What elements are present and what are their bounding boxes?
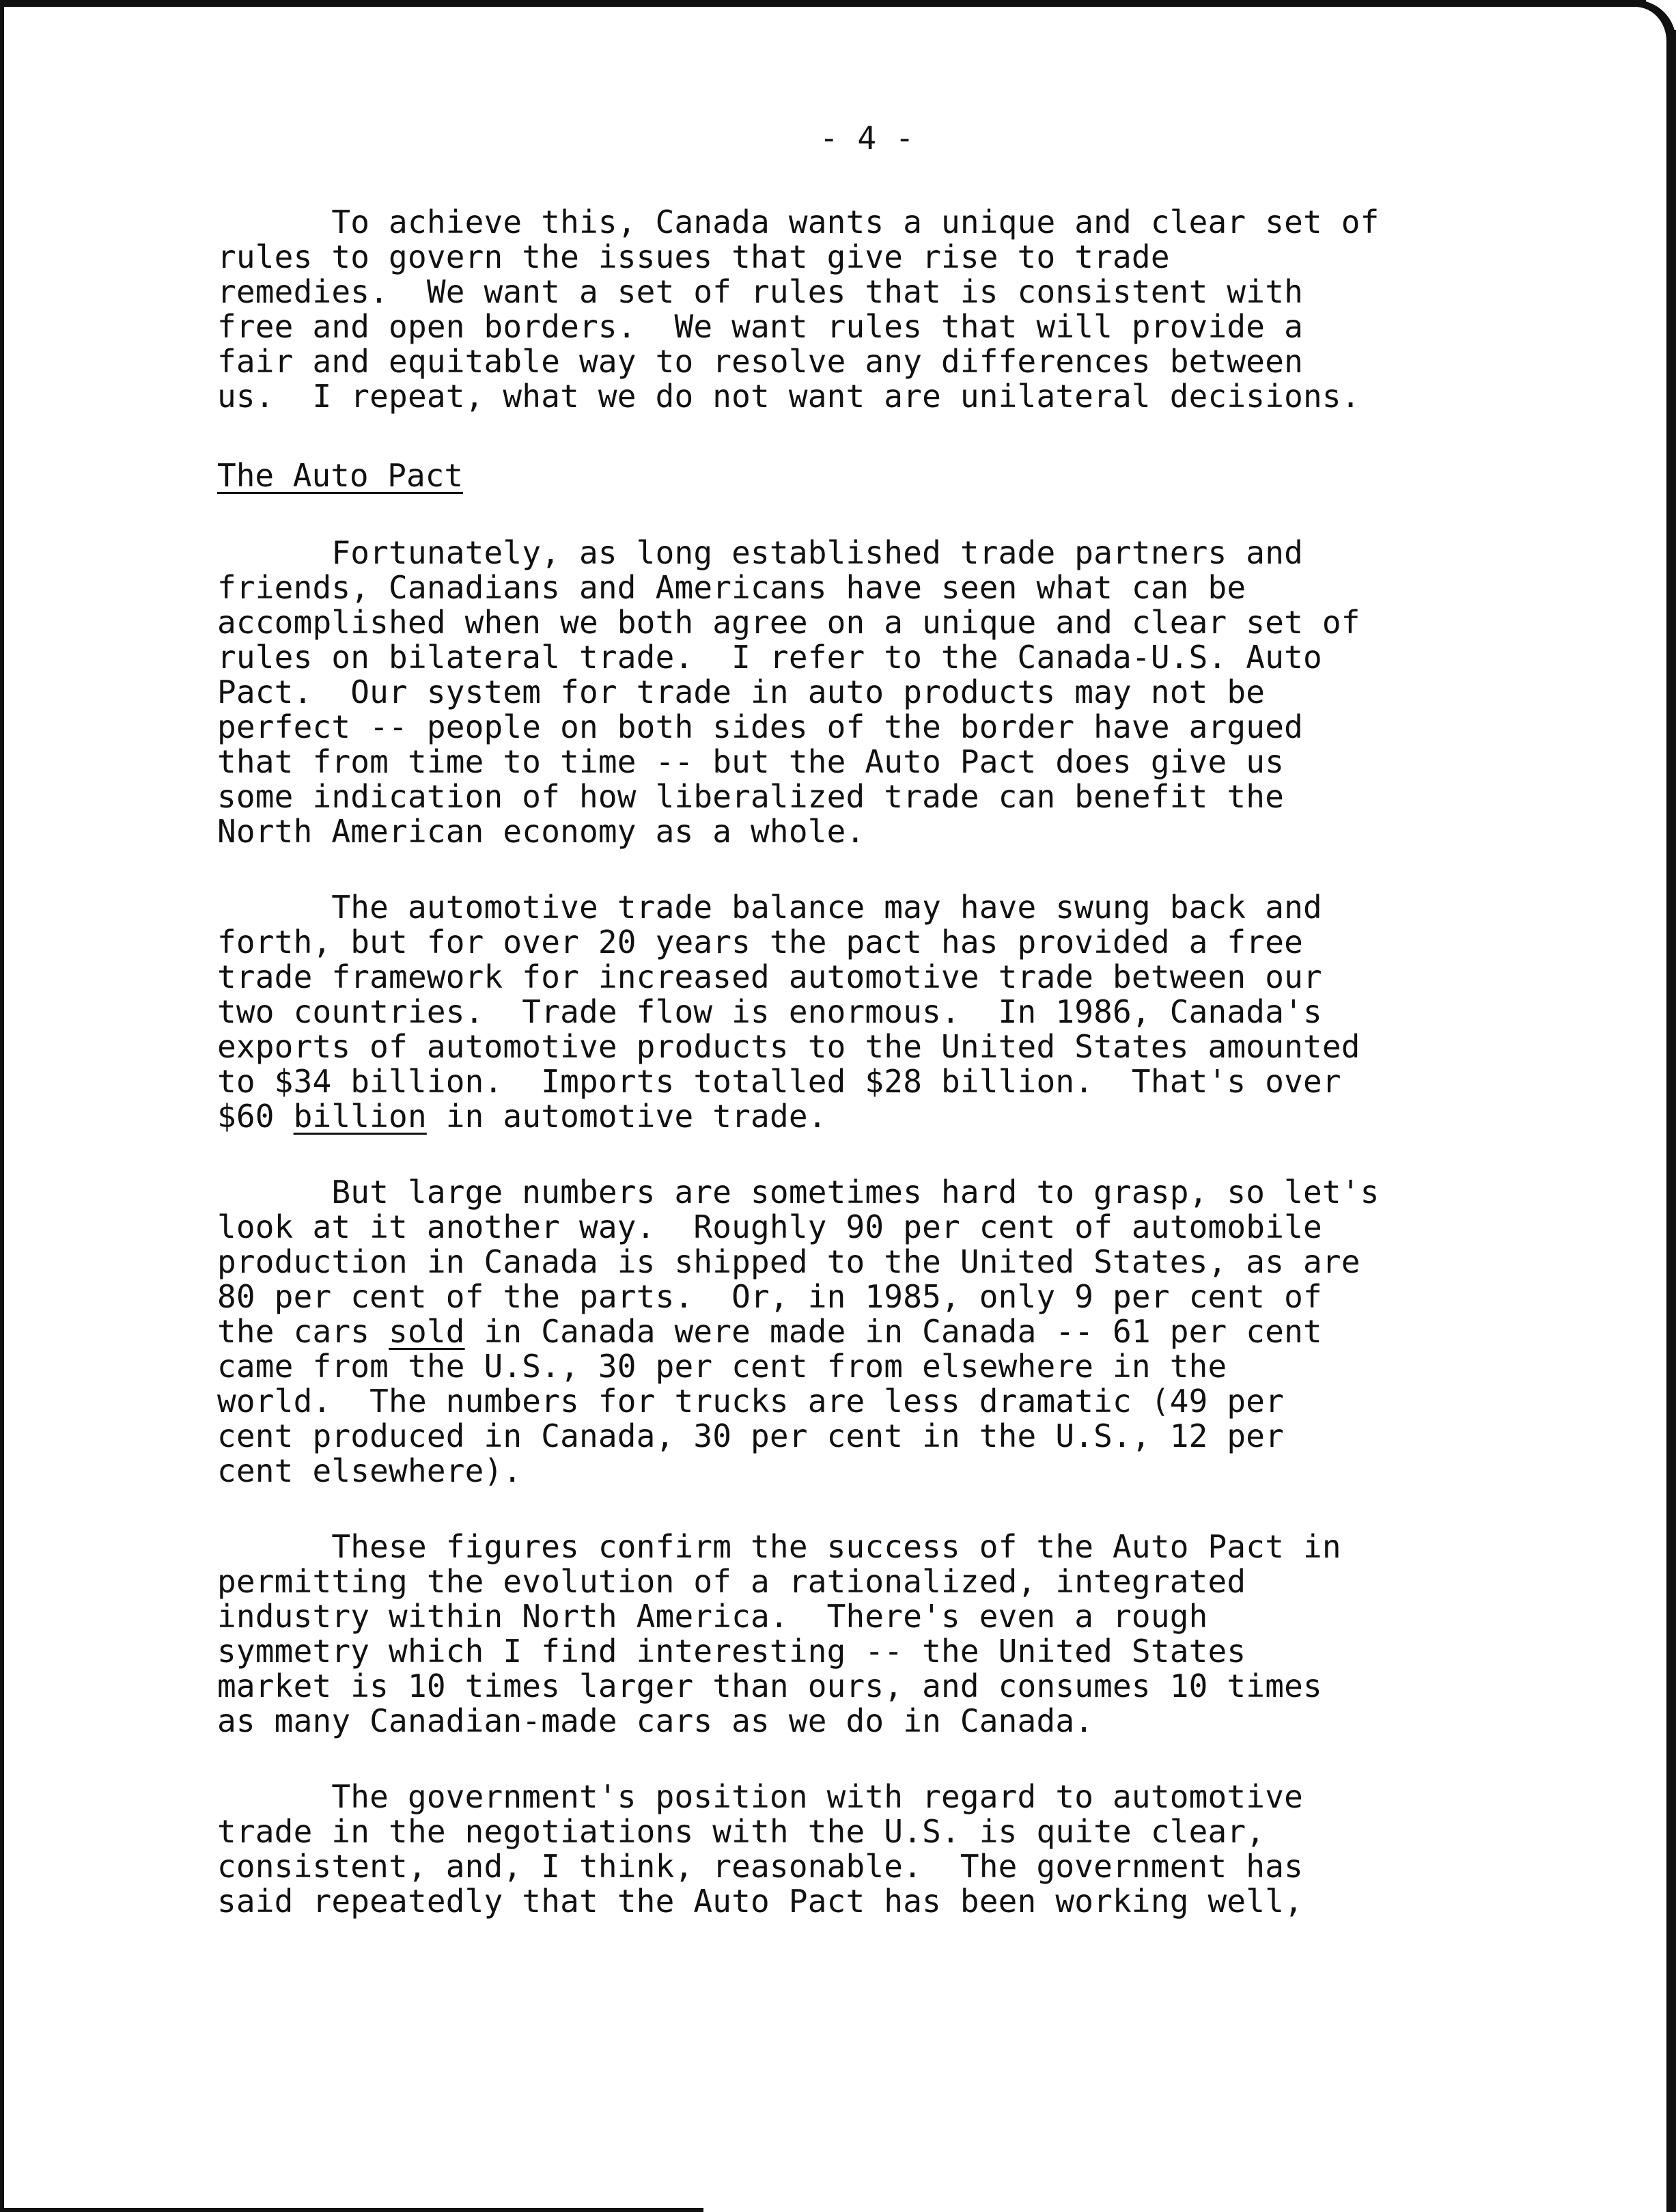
- text-line: production in Canada is shipped to the United States, as are: [217, 1243, 1360, 1280]
- text-fragment: in Canada were made in Canada -- 61 per cent: [464, 1313, 1322, 1350]
- text-line: But large numbers are sometimes hard to grasp, so let's: [217, 1174, 1380, 1211]
- text-line: accomplished when we both agree on a unique and clear set of: [217, 604, 1360, 641]
- text-line: Fortunately, as long established trade partners and: [217, 534, 1303, 571]
- text-fragment: in automotive trade.: [426, 1098, 827, 1135]
- text-line: symmetry which I find interesting -- the United States: [217, 1633, 1246, 1670]
- text-line: consistent, and, I think, reasonable. The government has: [217, 1848, 1303, 1885]
- text-line: perfect -- people on both sides of the border have argued: [217, 708, 1303, 745]
- text-line: cent produced in Canada, 30 per cent in the U.S., 12 per: [217, 1418, 1285, 1454]
- text-line: permitting the evolution of a rationalized, integrated: [217, 1563, 1246, 1600]
- underlined-word-billion: billion: [293, 1098, 427, 1135]
- text-line: that from time to time -- but the Auto Pact does give us: [217, 743, 1285, 780]
- text-fragment: the cars: [217, 1313, 389, 1350]
- scan-border-top: [0, 0, 1646, 7]
- text-line: trade in the negotiations with the U.S. is quite clear,: [217, 1813, 1266, 1850]
- text-line: some indication of how liberalized trade can benefit the: [217, 778, 1285, 815]
- text-line: 80 per cent of the parts. Or, in 1985, only 9 per cent of: [217, 1278, 1322, 1315]
- text-line: came from the U.S., 30 per cent from elsewhere in the: [217, 1348, 1227, 1385]
- text-fragment: $60: [217, 1098, 294, 1135]
- text-line: remedies. We want a set of rules that is consistent with: [217, 273, 1303, 310]
- paragraph-intro: [217, 205, 1515, 414]
- text-line: world. The numbers for trucks are less dramatic (49 per: [217, 1383, 1285, 1420]
- text-line: rules to govern the issues that give rise to trade: [217, 238, 1170, 275]
- paragraph-fortunately: [217, 536, 1515, 849]
- text-line: exports of automotive products to the United States amounted: [217, 1028, 1360, 1065]
- text-line: The government's position with regard to automotive: [217, 1778, 1303, 1815]
- text-line: us. I repeat, what we do not want are unilateral decisions.: [217, 378, 1360, 415]
- scan-border-left: [0, 0, 4, 2212]
- paragraph-large-numbers: [217, 1175, 1515, 1489]
- text-line: [217, 1099, 1515, 1134]
- text-line: free and open borders. We want rules that will provide a: [217, 308, 1303, 345]
- text-line: To achieve this, Canada wants a unique and clear set of: [217, 204, 1380, 240]
- scan-border-right: [1666, 30, 1676, 2212]
- text-line: Pact. Our system for trade in auto products may not be: [217, 674, 1266, 710]
- text-line: market is 10 times larger than ours, and consumes 10 times: [217, 1668, 1322, 1704]
- text-line: trade framework for increased automotive trade between our: [217, 958, 1322, 995]
- text-line: [217, 1314, 1515, 1349]
- text-line: fair and equitable way to resolve any differences between: [217, 343, 1303, 380]
- document-body: [217, 205, 1515, 1960]
- text-line: to $34 billion. Imports totalled $28 billion. That's over: [217, 1063, 1341, 1100]
- page-number: - 4 -: [820, 120, 914, 156]
- text-line: friends, Canadians and Americans have seen what can be: [217, 569, 1246, 606]
- text-line: rules on bilateral trade. I refer to the Canada-U.S. Auto: [217, 639, 1322, 676]
- paragraph-trade-balance: [217, 890, 1515, 1134]
- text-line: cent elsewhere).: [217, 1452, 522, 1489]
- text-line: as many Canadian-made cars as we do in Canada.: [217, 1702, 1094, 1739]
- section-heading: [217, 455, 1515, 496]
- text-line: forth, but for over 20 years the pact has provided a free: [217, 924, 1303, 960]
- text-line: two countries. Trade flow is enormous. In 1986, Canada's: [217, 993, 1322, 1030]
- text-line: said repeatedly that the Auto Pact has been working well,: [217, 1883, 1303, 1920]
- text-line: industry within North America. There's even a rough: [217, 1598, 1208, 1635]
- section-heading-text: The Auto Pact: [217, 457, 464, 494]
- paragraph-figures-confirm: [217, 1530, 1515, 1739]
- underlined-word-sold: sold: [389, 1313, 465, 1350]
- text-line: These figures confirm the success of the Auto Pact in: [217, 1528, 1341, 1565]
- text-line: look at it another way. Roughly 90 per cent of automobile: [217, 1208, 1322, 1245]
- text-line: North American economy as a whole.: [217, 813, 865, 850]
- paragraph-government-position: [217, 1780, 1515, 1919]
- scan-border-bottom: [0, 2208, 703, 2212]
- text-line: The automotive trade balance may have swung back and: [217, 889, 1322, 926]
